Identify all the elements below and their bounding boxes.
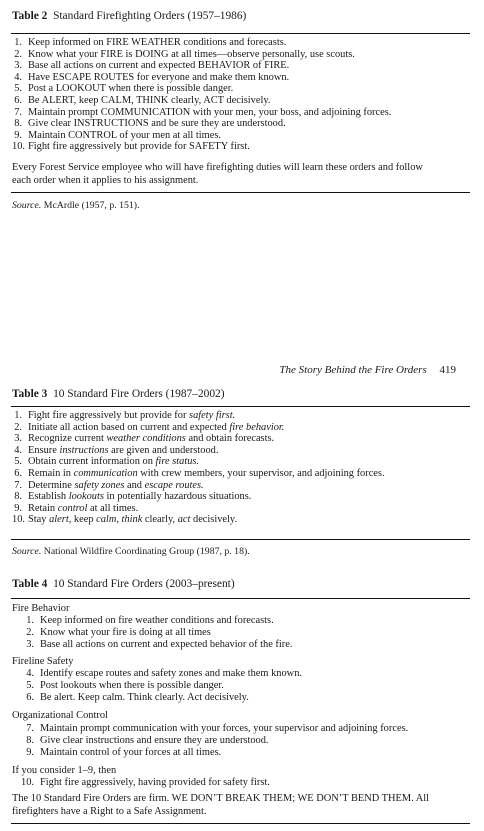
- list-item: 3. Recognize current weather conditions and obtain forecasts.: [14, 433, 275, 445]
- table2-label: Table 2: [12, 10, 48, 22]
- list-item: 3. Base all actions on current and expected BEHAVIOR of FIRE.: [14, 60, 290, 72]
- table4-note: [12, 793, 470, 818]
- list-item: 1. Fight fire aggressively but provide for safety first.: [14, 410, 236, 421]
- table2-source-label: Source.: [12, 200, 42, 211]
- list-item: 7. Determine safety zones and escape routes.: [14, 479, 204, 491]
- table4-note-line1: The 10 Standard Fire Orders are firm. WE DON’T BREAK THEM; WE DON’T BEND THEM. All: [12, 793, 430, 804]
- table4-bottom-rule: [11, 823, 470, 824]
- table4-label: Table 4: [12, 578, 48, 590]
- table2-source-text: McArdle (1957, p. 151).: [43, 200, 140, 211]
- list-item: 5. Obtain current information on fire status.: [14, 456, 200, 468]
- table3-source: [12, 546, 250, 558]
- table3-list: [12, 410, 470, 526]
- table4-top-rule: [11, 598, 470, 599]
- page-number: 419: [439, 364, 456, 376]
- list-item: 9. Retain control at all times.: [14, 502, 139, 514]
- list-item: 8. Give clear INSTRUCTIONS and be sure they are understood.: [14, 118, 286, 130]
- list-item: 6. Remain in communication with crew members, your supervisor, and adjoining forces.: [14, 467, 385, 479]
- table2-caption: [12, 10, 246, 23]
- table2-note-line1: Every Forest Service employee who will have firefighting duties will learn these orders and follow: [12, 162, 423, 173]
- table3-source-label: Source.: [12, 546, 42, 557]
- table3-title: 10 Standard Fire Orders (1987–2002): [53, 388, 225, 400]
- table3-bottom-rule: [11, 539, 470, 540]
- group-heading-organizational-control: Organizational Control: [12, 710, 108, 721]
- list-item: 4. Have ESCAPE ROUTES for everyone and make them known.: [14, 71, 290, 83]
- table2-title: Standard Firefighting Orders (1957–1986): [53, 10, 247, 22]
- list-item: 1. Keep informed on FIRE WEATHER conditions and forecasts.: [14, 37, 287, 48]
- list-item: 9. Maintain CONTROL of your men at all times.: [14, 129, 221, 141]
- table2-bottom-rule: [11, 192, 470, 193]
- table4-title: 10 Standard Fire Orders (2003–present): [53, 578, 235, 590]
- list-item: 2. Know what your FIRE is DOING at all times—observe personally, use scouts.: [14, 48, 355, 60]
- list-item: 7. Maintain prompt COMMUNICATION with your men, your boss, and adjoining forces.: [14, 106, 392, 118]
- table2-source: [12, 200, 140, 212]
- group-heading-fire-behavior: Fire Behavior: [12, 603, 70, 614]
- table4-note-line2: firefighters have a Right to a Safe Assignment.: [12, 805, 207, 817]
- list-item: 10. Fight fire aggressively but provide for SAFETY first.: [12, 141, 250, 153]
- running-head: [279, 364, 456, 377]
- list-item: 4. Ensure instructions are given and understood.: [14, 444, 219, 456]
- table4-caption: [12, 578, 235, 591]
- list-item: 6. Be ALERT, keep CALM, THINK clearly, ACT decisively.: [14, 94, 271, 106]
- list-item: 10. Stay alert, keep calm, think clearly, act decisively.: [12, 514, 238, 526]
- list-item: 2. Initiate all action based on current and expected fire behavior.: [14, 421, 285, 433]
- table2-list: [12, 37, 470, 153]
- list-item: 8. Establish lookouts in potentially hazardous situations.: [14, 491, 252, 503]
- list-item: 5. Post a LOOKOUT when there is possible danger.: [14, 83, 234, 95]
- table3-source-text: National Wildfire Coordinating Group (1987, p. 18).: [43, 546, 250, 557]
- group-heading-if-you-consider: If you consider 1–9, then: [12, 765, 117, 776]
- table3-label: Table 3: [12, 388, 48, 400]
- table3-caption: [12, 388, 225, 401]
- table2-note: [12, 162, 470, 187]
- running-head-title: The Story Behind the Fire Orders: [279, 364, 427, 376]
- group-heading-fireline-safety: Fireline Safety: [12, 656, 74, 667]
- table3-top-rule: [11, 406, 470, 407]
- table2-note-line2: each order when it applies to his assignment.: [12, 174, 199, 186]
- table2-top-rule: [11, 33, 470, 34]
